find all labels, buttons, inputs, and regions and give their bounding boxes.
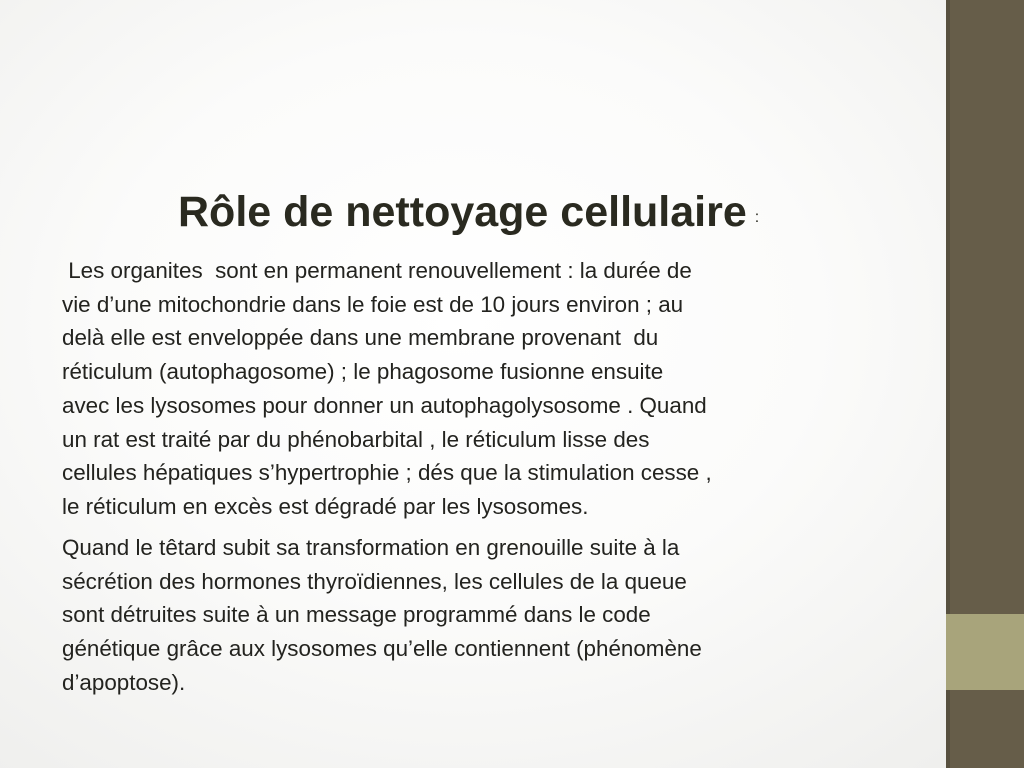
- slide-title-colon: :: [754, 209, 760, 226]
- paragraph-line: d’apoptose).: [62, 669, 186, 695]
- paragraph-line: Les organites sont en permanent renouvellement : la durée de: [62, 258, 692, 283]
- decorative-sidebar: [946, 0, 1024, 768]
- paragraph-line: sont détruites suite à un message programmé dans le code: [62, 602, 651, 628]
- paragraph-line: vie d’une mitochondrie dans le foie est de 10 jours environ ; au: [62, 291, 684, 317]
- paragraph-line: le réticulum en excès est dégradé par les lysosomes.: [62, 493, 589, 519]
- slide-title: [178, 184, 878, 240]
- paragraph-line: un rat est traité par du phénobarbital , le réticulum lisse des: [62, 426, 650, 452]
- paragraph-line: sécrétion des hormones thyroïdiennes, les cellules de la queue: [62, 568, 687, 594]
- paragraph-line: réticulum (autophagosome) ; le phagosome fusionne ensuite: [62, 359, 664, 385]
- paragraph-line: génétique grâce aux lysosomes qu’elle contiennent (phénomène: [62, 636, 702, 662]
- body-paragraph-two: [62, 531, 908, 700]
- body-paragraph-one: [62, 254, 908, 524]
- slide-title-text: Rôle de nettoyage cellulaire: [178, 188, 747, 236]
- paragraph-line: avec les lysosomes pour donner un autophagolysosome . Quand: [62, 392, 707, 418]
- paragraph-line: delà elle est enveloppée dans une membrane provenant du: [62, 325, 659, 351]
- paragraph-line: Quand le têtard subit sa transformation en grenouille suite à la: [62, 535, 680, 560]
- paragraph-line: cellules hépatiques s’hypertrophie ; dés que la stimulation cesse ,: [62, 460, 712, 486]
- sidebar-accent-block: [946, 614, 1024, 690]
